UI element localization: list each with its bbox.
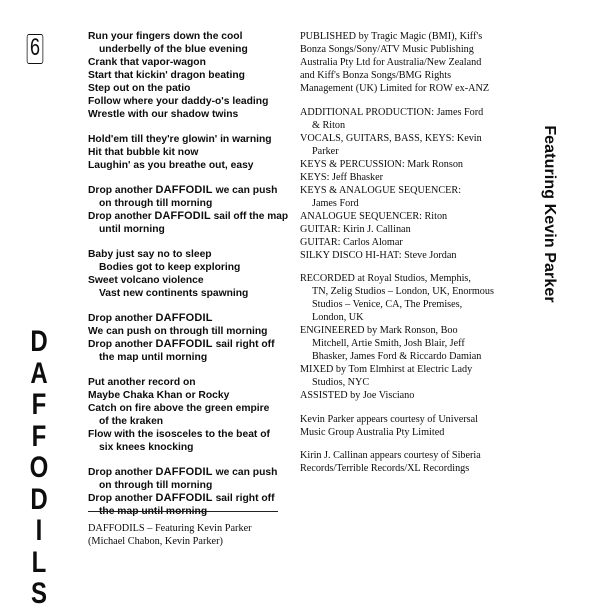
lyric-text: Drop another	[88, 339, 156, 350]
credit-line: GUITAR: Kirin J. Callinan	[300, 223, 411, 235]
lyric-line: Vast new continents spawning	[99, 288, 249, 299]
lyric-daffodil: DAFFODIL	[155, 492, 213, 504]
credits-block	[300, 106, 525, 262]
lyric-line: Bodies got to keep exploring	[99, 262, 241, 273]
lyric-text: Drop another	[88, 467, 156, 478]
credit-line: Bhasker, James Ford & Riccardo Damian	[312, 351, 482, 362]
lyric-text: sail right off	[212, 493, 275, 504]
credit-line: ADDITIONAL PRODUCTION: James Ford	[300, 106, 484, 118]
lyric-text: Drop another	[88, 493, 156, 504]
lyric-line: Catch on fire above the green empire	[88, 403, 270, 414]
lyric-line: We can push on through till morning	[88, 326, 268, 337]
lyric-line: Follow where your daddy-o's leading	[88, 96, 269, 107]
title-letter: F	[31, 419, 47, 453]
lyric-daffodil: DAFFODIL	[155, 338, 213, 350]
lyric-line: underbelly of the blue evening	[99, 44, 248, 55]
lyric-line: Hold'em till they're glowin' in warning	[88, 134, 272, 145]
title-letter: A	[30, 356, 48, 390]
credits-block	[300, 449, 525, 475]
credit-line: ENGINEERED by Mark Ronson, Boo	[300, 325, 458, 336]
credit-line: Management (UK) Limited for ROW ex-ANZ	[300, 83, 490, 94]
lyric-stanza	[88, 376, 288, 454]
lyric-line: six knees knocking	[99, 442, 194, 453]
lyric-text: sail right off	[212, 339, 275, 350]
credit-line: KEYS & PERCUSSION: Mark Ronson	[300, 158, 464, 170]
credit-line: ANALOGUE SEQUENCER: Riton	[300, 210, 448, 222]
credit-line: Music Group Australia Pty Limited	[300, 426, 445, 438]
track-number: 6	[27, 34, 44, 64]
lyric-line: on through till morning	[99, 198, 213, 209]
lyric-line: Run your fingers down the cool	[88, 31, 243, 42]
lyric-line: Maybe Chaka Khan or Rocky	[88, 390, 230, 401]
lyric-line: Start that kickin' dragon beating	[88, 70, 245, 81]
lyric-line	[88, 466, 288, 479]
lyric-text: Drop another	[88, 185, 156, 196]
lyrics-column	[88, 30, 288, 530]
lyric-line: of the kraken	[99, 416, 164, 427]
title-letter: S	[30, 577, 47, 610]
lyric-stanza	[88, 248, 288, 300]
lyric-line: until morning	[99, 224, 165, 235]
lyric-line: on through till morning	[99, 480, 213, 491]
credit-line: Studios, NYC	[312, 377, 370, 388]
lyric-text: Drop another	[88, 313, 156, 324]
lyric-line	[88, 312, 288, 325]
lyric-text: we can push	[212, 467, 278, 478]
title-letter: L	[31, 545, 47, 579]
credits-block	[300, 30, 525, 95]
lyric-daffodil: DAFFODIL	[155, 312, 213, 324]
footer-writers: (Michael Chabon, Kevin Parker)	[88, 536, 223, 547]
credit-line: GUITAR: Carlos Alomar	[300, 236, 403, 248]
credit-line: London, UK	[312, 312, 364, 323]
lyric-stanza	[88, 30, 288, 121]
lyric-line: Put another record on	[88, 377, 196, 388]
lyric-stanza	[88, 312, 288, 364]
lyric-text: sail off the map	[210, 211, 289, 222]
song-footer	[88, 522, 298, 548]
title-letter: F	[31, 388, 47, 421]
credit-line: Kevin Parker appears courtesy of Universal	[300, 413, 478, 425]
credit-line: MIXED by Tom Elmhirst at Electric Lady	[300, 364, 473, 375]
side-title-text: Featuring Kevin Parker	[541, 125, 558, 303]
credit-line: & Riton	[312, 119, 346, 131]
credit-line: James Ford	[312, 197, 359, 209]
lyric-line	[88, 338, 288, 351]
credit-line: VOCALS, GUITARS, BASS, KEYS: Kevin	[300, 132, 482, 144]
lyric-line: Baby just say no to sleep	[88, 249, 212, 260]
lyric-line	[88, 184, 288, 197]
credits-column	[300, 30, 525, 486]
lyric-daffodil: DAFFODIL	[155, 466, 213, 478]
credit-line: Mitchell, Artie Smith, Josh Blair, Jeff	[312, 338, 465, 349]
credit-line: TN, Zelig Studios – London, UK, Enormous	[312, 286, 494, 297]
credit-line: KEYS & ANALOGUE SEQUENCER:	[300, 184, 462, 196]
lyric-line: the map until morning	[99, 506, 208, 517]
lyric-line: Wrestle with our shadow twins	[88, 109, 239, 120]
lyric-line	[88, 210, 289, 223]
lyric-line: Flow with the isosceles to the beat of	[88, 429, 270, 440]
credit-line: Studios – Venice, CA, The Premises,	[312, 299, 463, 310]
credit-line: ASSISTED by Joe Visciano	[300, 390, 415, 401]
title-letter: O	[29, 451, 49, 484]
credits-block	[300, 272, 525, 402]
credit-line: KEYS: Jeff Bhasker	[300, 171, 383, 183]
divider	[88, 511, 278, 512]
credit-line: Bonza Songs/Sony/ATV Music Publishing	[300, 44, 474, 55]
credit-line: Kirin J. Callinan appears courtesy of Siberia	[300, 450, 481, 461]
lyric-stanza	[88, 184, 288, 236]
title-letter: D	[30, 482, 48, 516]
credit-line: Parker	[312, 145, 339, 157]
title-letter: D	[30, 325, 48, 358]
lyric-line: the map until morning	[99, 352, 208, 363]
lyric-line: Laughin' as you breathe out, easy	[88, 160, 254, 171]
lyric-daffodil: DAFFODIL	[155, 184, 213, 196]
lyric-daffodil: DAFFODIL	[154, 210, 211, 222]
lyric-stanza	[88, 133, 288, 172]
credits-block	[300, 413, 525, 439]
lyric-line: Step out on the patio	[88, 83, 191, 94]
credit-line: and Kiff's Bonza Songs/BMG Rights	[300, 70, 452, 81]
lyric-line	[88, 492, 288, 505]
lyric-line: Hit that bubble kit now	[88, 147, 199, 158]
credit-line: Australia Pty Ltd for Australia/New Zealand	[300, 57, 482, 68]
credit-line: RECORDED at Royal Studios, Memphis,	[300, 273, 471, 284]
title-letter: I	[35, 514, 43, 547]
lyric-text: we can push	[212, 185, 278, 196]
lyric-line: Sweet volcano violence	[88, 275, 204, 286]
lyric-text: Drop another	[88, 211, 155, 222]
credit-line: Records/Terrible Records/XL Recordings	[300, 463, 470, 474]
footer-title: DAFFODILS – Featuring Kevin Parker	[88, 523, 252, 534]
song-title-vertical	[22, 326, 56, 610]
credit-line: SILKY DISCO HI-HAT: Steve Jordan	[300, 249, 457, 261]
lyric-line: Crank that vapor-wagon	[88, 57, 206, 68]
credit-line: PUBLISHED by Tragic Magic (BMI), Kiff's	[300, 31, 483, 42]
